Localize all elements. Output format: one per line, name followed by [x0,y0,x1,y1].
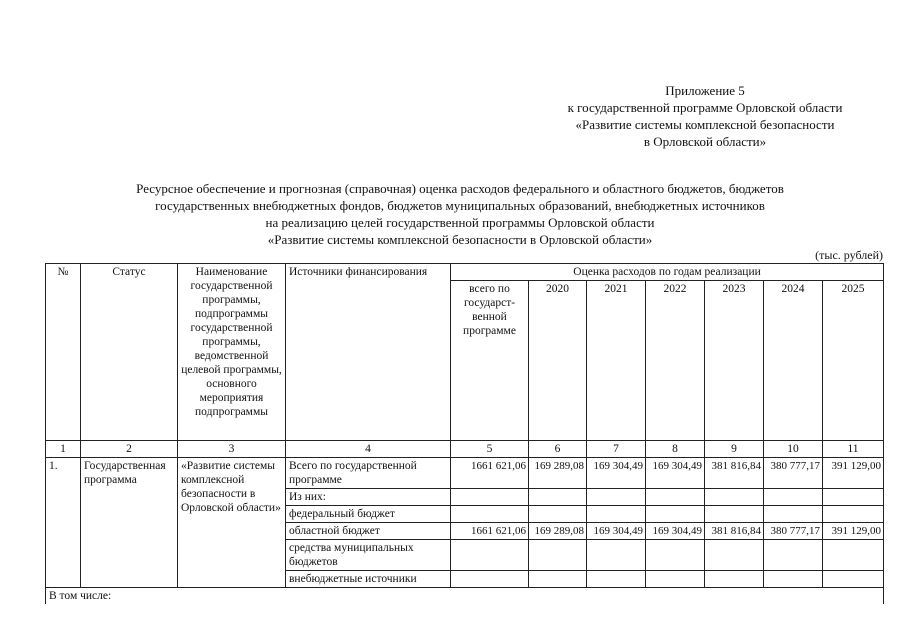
col-number: 5 [451,441,529,458]
value-cell [529,506,587,523]
header-name: Наименование государственной программы, подпрограммы государственной программы, ведомственной целевой программы, основного мероприятия подпрограммы [178,264,286,441]
value-cell [587,489,646,506]
value-cell: 381 816,84 [705,523,764,540]
value-cell [823,489,884,506]
col-number: 4 [286,441,451,458]
program-status: Государственная программа [81,458,178,588]
col-number: 1 [46,441,81,458]
value-cell [451,540,529,571]
value-cell [587,540,646,571]
value-cell: 1661 621,06 [451,523,529,540]
header-year: 2023 [705,281,764,441]
appendix-header [500,82,905,150]
source-label: внебюджетные источники [286,571,451,588]
value-cell [823,571,884,588]
col-number: 7 [587,441,646,458]
value-cell [451,506,529,523]
value-cell: 391 129,00 [823,523,884,540]
column-number-row [46,441,884,458]
value-cell [529,489,587,506]
header-year: 2021 [587,281,646,441]
value-cell: 1661 621,06 [451,458,529,489]
value-cell: 169 304,49 [646,458,705,489]
value-cell [646,489,705,506]
value-cell [823,540,884,571]
title-line: «Развитие системы комплексной безопасности в Орловской области» [267,232,653,247]
title-line: государственных внебюджетных фондов, бюджетов муниципальных образований, внебюджетных источников [155,198,765,213]
header-year: 2024 [764,281,823,441]
header-estimate: Оценка расходов по годам реализации [451,264,884,281]
appendix-line: в Орловской области» [643,134,767,149]
value-cell [764,506,823,523]
title-line: Ресурсное обеспечение и прогнозная (справочная) оценка расходов федерального и областного бюджетов, бюджетов [136,181,784,196]
header-total: всего по государст-венной программе [451,281,529,441]
value-cell [529,571,587,588]
value-cell [764,571,823,588]
col-number: 10 [764,441,823,458]
value-cell [646,571,705,588]
value-cell [646,540,705,571]
program-no: 1. [46,458,81,588]
value-cell [823,506,884,523]
title-line: на реализацию целей государственной программы Орловской области [265,215,655,230]
value-cell [705,489,764,506]
col-number: 11 [823,441,884,458]
source-label: Всего по государственной программе [286,458,451,489]
value-cell [451,571,529,588]
value-cell: 169 289,08 [529,523,587,540]
col-number: 2 [81,441,178,458]
source-label: областной бюджет [286,523,451,540]
value-cell [587,571,646,588]
value-cell: 169 289,08 [529,458,587,489]
header-year: 2020 [529,281,587,441]
value-cell: 391 129,00 [823,458,884,489]
appendix-line: к государственной программе Орловской области [567,100,843,115]
value-cell [705,540,764,571]
header-no: № [46,264,81,441]
footer-row [46,588,884,605]
appendix-line: Приложение 5 [665,83,745,98]
col-number: 6 [529,441,587,458]
source-label: Из них: [286,489,451,506]
header-year: 2025 [823,281,884,441]
source-label: федеральный бюджет [286,506,451,523]
header-year: 2022 [646,281,705,441]
program-name: «Развитие системы комплексной безопасности в Орловской области» [178,458,286,588]
resource-table [45,263,884,604]
header-sources: Источники финансирования [286,264,451,441]
col-number: 3 [178,441,286,458]
col-number: 9 [705,441,764,458]
value-cell [705,571,764,588]
value-cell: 380 777,17 [764,458,823,489]
document-title [40,180,880,248]
value-cell: 380 777,17 [764,523,823,540]
header-row [46,264,884,281]
value-cell [764,489,823,506]
source-label: средства муниципальных бюджетов [286,540,451,571]
units-label: (тыс. рублей) [815,248,883,262]
appendix-line: «Развитие системы комплексной безопасности [575,117,835,132]
value-cell: 381 816,84 [705,458,764,489]
value-cell [764,540,823,571]
value-cell [705,506,764,523]
value-cell [451,489,529,506]
value-cell [646,506,705,523]
col-number: 8 [646,441,705,458]
value-cell: 169 304,49 [587,458,646,489]
value-cell: 169 304,49 [646,523,705,540]
value-cell: 169 304,49 [587,523,646,540]
value-cell [529,540,587,571]
table-row [46,458,884,489]
value-cell [587,506,646,523]
header-status: Статус [81,264,178,441]
footer-label: В том числе: [46,588,884,605]
